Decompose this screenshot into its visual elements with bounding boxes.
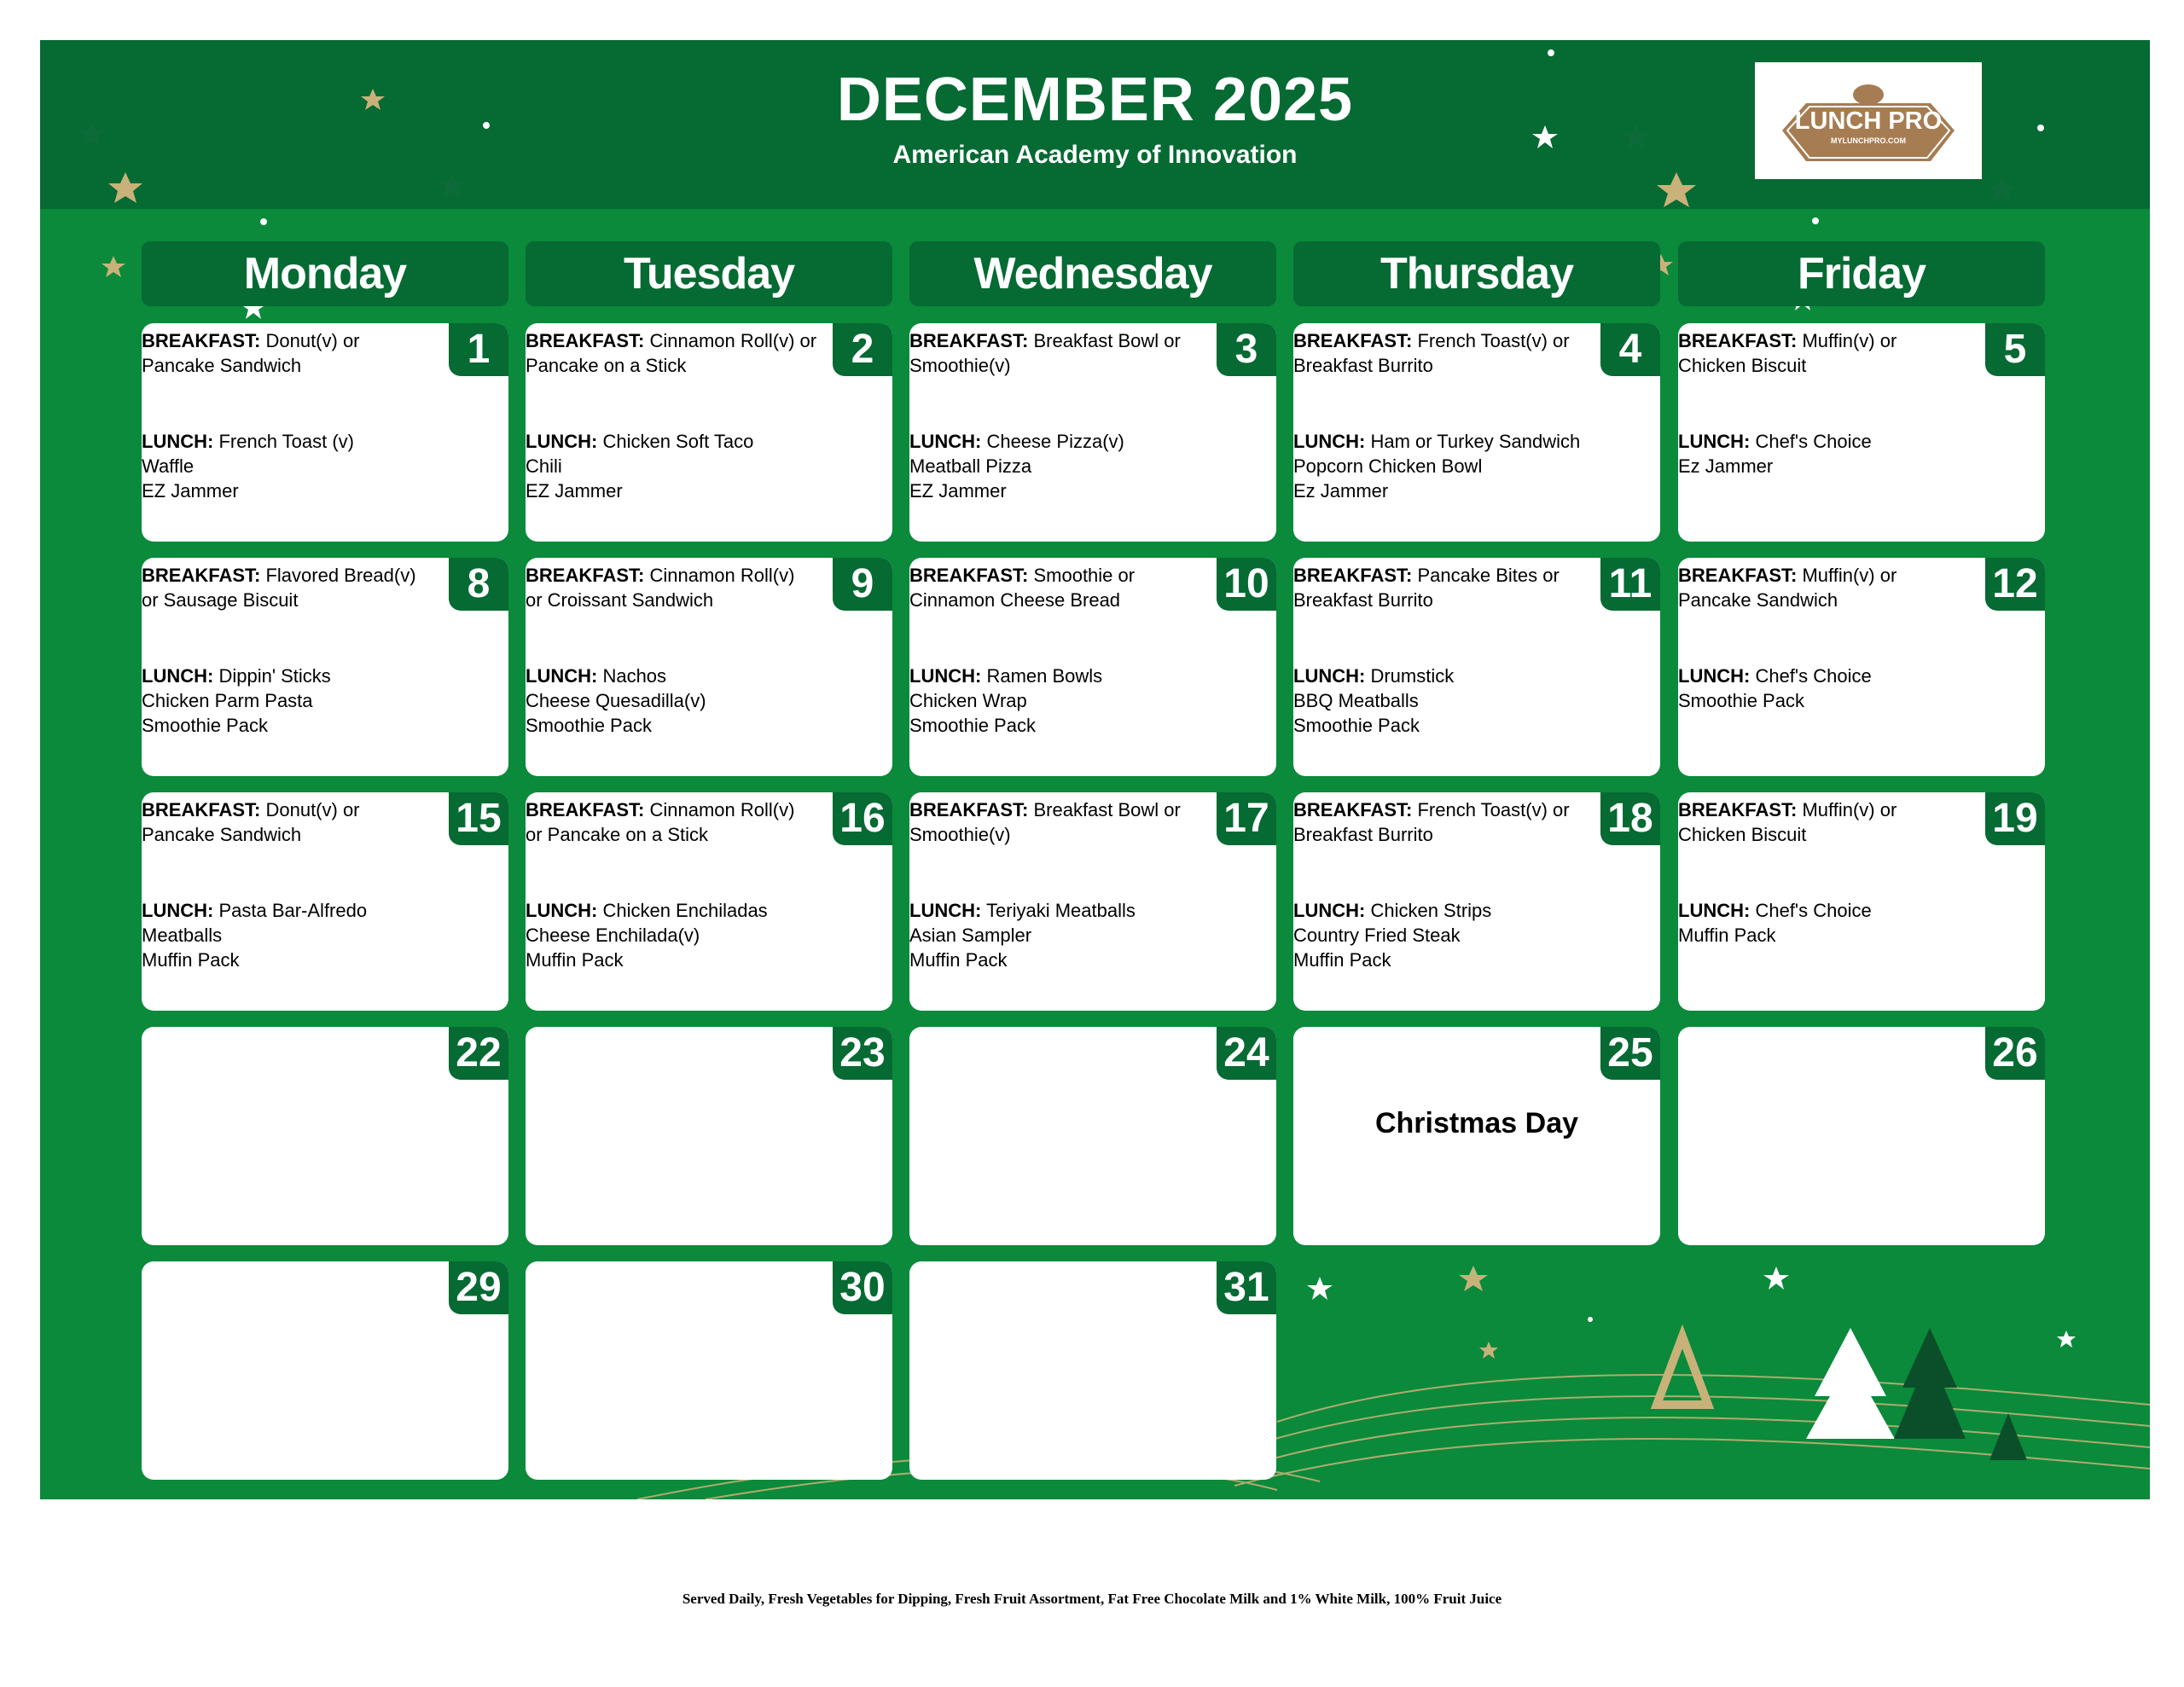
date-number: 8 bbox=[449, 558, 508, 611]
day-cell bbox=[142, 323, 508, 542]
date-number: 3 bbox=[1217, 323, 1276, 376]
day-cell bbox=[526, 1261, 892, 1480]
day-cell bbox=[1678, 1027, 2045, 1245]
day-cell bbox=[142, 792, 508, 1011]
lunch-items: Ramen Bowls Chicken Wrap Smoothie Pack bbox=[909, 665, 1103, 736]
lunch-menu bbox=[142, 664, 444, 738]
lunch-label: LUNCH: bbox=[142, 431, 214, 452]
date-number: 25 bbox=[1600, 1027, 1660, 1080]
breakfast-items: Muffin(v) or Chicken Biscuit bbox=[1678, 330, 1897, 376]
lunch-items: Chicken Strips Country Fried Steak Muffin Pack bbox=[1293, 900, 1492, 971]
date-number: 16 bbox=[833, 792, 892, 845]
breakfast-label: BREAKFAST: bbox=[1678, 565, 1798, 586]
date-number: 9 bbox=[833, 558, 892, 611]
breakfast-label: BREAKFAST: bbox=[909, 799, 1029, 820]
breakfast-items: French Toast(v) or Breakfast Burrito bbox=[1293, 330, 1570, 376]
breakfast-menu bbox=[142, 328, 444, 378]
lunch-menu bbox=[142, 429, 444, 503]
lunch-label: LUNCH: bbox=[526, 665, 598, 687]
breakfast-menu bbox=[1293, 797, 1596, 847]
lunch-items: Chef's Choice Ez Jammer bbox=[1678, 431, 1872, 477]
date-number: 29 bbox=[449, 1261, 508, 1314]
breakfast-label: BREAKFAST: bbox=[526, 330, 645, 351]
day-cell bbox=[1293, 558, 1660, 776]
lunch-items: French Toast (v) Waffle EZ Jammer bbox=[142, 431, 354, 501]
holiday-note: Christmas Day bbox=[1374, 1107, 1579, 1139]
lunch-items: Pasta Bar-Alfredo Meatballs Muffin Pack bbox=[142, 900, 368, 971]
breakfast-menu bbox=[526, 797, 828, 847]
date-number: 17 bbox=[1217, 792, 1276, 845]
breakfast-menu bbox=[526, 563, 828, 612]
lunch-items: Teriyaki Meatballs Asian Sampler Muffin Pack bbox=[909, 900, 1136, 971]
date-number: 15 bbox=[449, 792, 508, 845]
date-number: 19 bbox=[1985, 792, 2045, 845]
breakfast-items: Breakfast Bowl or Smoothie(v) bbox=[909, 330, 1181, 376]
lunch-menu bbox=[1293, 898, 1596, 972]
breakfast-menu bbox=[1293, 328, 1596, 378]
breakfast-items: Muffin(v) or Pancake Sandwich bbox=[1678, 565, 1897, 611]
date-number: 26 bbox=[1985, 1027, 2045, 1080]
breakfast-label: BREAKFAST: bbox=[526, 799, 645, 820]
date-number: 31 bbox=[1217, 1261, 1276, 1314]
breakfast-items: Donut(v) or Pancake Sandwich bbox=[142, 799, 360, 845]
lunch-items: Chicken Soft Taco Chili EZ Jammer bbox=[526, 431, 754, 501]
lunch-label: LUNCH: bbox=[1293, 665, 1366, 687]
breakfast-label: BREAKFAST: bbox=[142, 565, 261, 586]
day-cell bbox=[526, 323, 892, 542]
breakfast-menu bbox=[909, 563, 1212, 612]
lunch-items: Drumstick BBQ Meatballs Smoothie Pack bbox=[1293, 665, 1455, 736]
logo-url: MYLUNCHPRO.COM bbox=[1831, 136, 1906, 145]
day-cell bbox=[909, 1261, 1276, 1480]
breakfast-menu bbox=[1678, 328, 1981, 378]
lunch-label: LUNCH: bbox=[1678, 900, 1751, 921]
day-cell bbox=[526, 1027, 892, 1245]
lunch-menu bbox=[1678, 429, 1981, 478]
breakfast-label: BREAKFAST: bbox=[526, 565, 645, 586]
breakfast-label: BREAKFAST: bbox=[142, 330, 261, 351]
breakfast-label: BREAKFAST: bbox=[142, 799, 261, 820]
breakfast-menu bbox=[1678, 797, 1981, 847]
breakfast-items: Cinnamon Roll(v) or Croissant Sandwich bbox=[526, 565, 795, 611]
breakfast-items: French Toast(v) or Breakfast Burrito bbox=[1293, 799, 1570, 845]
day-cell bbox=[1678, 558, 2045, 776]
day-header-friday: Friday bbox=[1678, 241, 2045, 306]
breakfast-menu bbox=[526, 328, 828, 378]
day-header-tuesday: Tuesday bbox=[526, 241, 892, 306]
breakfast-label: BREAKFAST: bbox=[1678, 799, 1798, 820]
breakfast-label: BREAKFAST: bbox=[1293, 799, 1413, 820]
day-header-wednesday: Wednesday bbox=[909, 241, 1276, 306]
date-number: 4 bbox=[1600, 323, 1660, 376]
lunch-menu bbox=[1293, 429, 1596, 503]
day-cell bbox=[142, 1027, 508, 1245]
dark-star-icons bbox=[77, 121, 2017, 202]
lunch-menu bbox=[1678, 664, 1981, 713]
date-number: 22 bbox=[449, 1027, 508, 1080]
breakfast-label: BREAKFAST: bbox=[1293, 330, 1413, 351]
breakfast-items: Flavored Bread(v) or Sausage Biscuit bbox=[142, 565, 416, 611]
day-cell bbox=[1678, 323, 2045, 542]
breakfast-label: BREAKFAST: bbox=[1293, 565, 1413, 586]
calendar-board bbox=[40, 40, 2150, 1499]
day-cell bbox=[909, 558, 1276, 776]
lunch-label: LUNCH: bbox=[1678, 665, 1751, 687]
lunch-label: LUNCH: bbox=[909, 900, 982, 921]
breakfast-menu bbox=[142, 797, 444, 847]
date-number: 1 bbox=[449, 323, 508, 376]
lunch-items: Cheese Pizza(v) Meatball Pizza EZ Jammer bbox=[909, 431, 1124, 501]
lunch-menu bbox=[1293, 664, 1596, 738]
day-cell bbox=[1293, 792, 1660, 1011]
day-header-monday: Monday bbox=[142, 241, 508, 306]
lunch-menu bbox=[526, 898, 828, 972]
date-number: 12 bbox=[1985, 558, 2045, 611]
footer-note: Served Daily, Fresh Vegetables for Dipping, Fresh Fruit Assortment, Fat Free Chocolate Milk and 1% White Milk, 100% Fruit Juice bbox=[682, 1591, 1502, 1607]
day-cell bbox=[1293, 1027, 1660, 1245]
date-number: 30 bbox=[833, 1261, 892, 1314]
breakfast-label: BREAKFAST: bbox=[909, 330, 1029, 351]
date-number: 2 bbox=[833, 323, 892, 376]
lunch-menu bbox=[909, 664, 1212, 738]
date-number: 5 bbox=[1985, 323, 2045, 376]
lunch-items: Chicken Enchiladas Cheese Enchilada(v) Muffin Pack bbox=[526, 900, 768, 971]
lunch-items: Dippin' Sticks Chicken Parm Pasta Smoothie Pack bbox=[142, 665, 331, 736]
breakfast-menu bbox=[142, 563, 444, 612]
logo-name: LUNCH PRO bbox=[1794, 107, 1943, 135]
breakfast-items: Muffin(v) or Chicken Biscuit bbox=[1678, 799, 1897, 845]
day-cell bbox=[142, 1261, 508, 1480]
breakfast-items: Cinnamon Roll(v) or Pancake on a Stick bbox=[526, 799, 795, 845]
christmas-tree-icons bbox=[1657, 1328, 2027, 1460]
day-cell bbox=[909, 792, 1276, 1011]
lunch-menu bbox=[142, 898, 444, 972]
breakfast-items: Cinnamon Roll(v) or Pancake on a Stick bbox=[526, 330, 817, 376]
date-number: 23 bbox=[833, 1027, 892, 1080]
breakfast-items: Donut(v) or Pancake Sandwich bbox=[142, 330, 360, 376]
lunch-menu bbox=[909, 429, 1212, 503]
lunch-menu bbox=[526, 429, 828, 503]
breakfast-items: Pancake Bites or Breakfast Burrito bbox=[1293, 565, 1560, 611]
lunch-label: LUNCH: bbox=[1678, 431, 1751, 452]
lunch-menu bbox=[909, 898, 1212, 972]
lunch-label: LUNCH: bbox=[526, 431, 598, 452]
lunch-label: LUNCH: bbox=[909, 665, 982, 687]
breakfast-items: Breakfast Bowl or Smoothie(v) bbox=[909, 799, 1181, 845]
day-cell bbox=[526, 558, 892, 776]
date-number: 10 bbox=[1217, 558, 1276, 611]
day-header-thursday: Thursday bbox=[1293, 241, 1660, 306]
lunch-items: Chef's Choice Smoothie Pack bbox=[1678, 665, 1872, 711]
date-number: 18 bbox=[1600, 792, 1660, 845]
day-cell bbox=[142, 558, 508, 776]
lunch-menu bbox=[526, 664, 828, 738]
lunch-label: LUNCH: bbox=[909, 431, 982, 452]
lunch-label: LUNCH: bbox=[1293, 431, 1366, 452]
date-number: 24 bbox=[1217, 1027, 1276, 1080]
breakfast-label: BREAKFAST: bbox=[1678, 330, 1798, 351]
lunch-label: LUNCH: bbox=[142, 665, 214, 687]
breakfast-menu bbox=[1293, 563, 1596, 612]
lunch-label: LUNCH: bbox=[1293, 900, 1366, 921]
day-cell bbox=[909, 1027, 1276, 1245]
page-title: DECEMBER 2025 bbox=[836, 66, 1354, 134]
day-cell bbox=[526, 792, 892, 1011]
day-cell bbox=[1678, 792, 2045, 1011]
lunch-items: Nachos Cheese Quesadilla(v) Smoothie Pack bbox=[526, 665, 706, 736]
breakfast-label: BREAKFAST: bbox=[909, 565, 1029, 586]
lunch-items: Ham or Turkey Sandwich Popcorn Chicken Bowl Ez Jammer bbox=[1293, 431, 1581, 501]
school-name: American Academy of Innovation bbox=[892, 141, 1298, 169]
breakfast-menu bbox=[909, 797, 1212, 847]
day-cell bbox=[909, 323, 1276, 542]
breakfast-menu bbox=[909, 328, 1212, 378]
lunch-label: LUNCH: bbox=[526, 900, 598, 921]
date-number: 11 bbox=[1600, 558, 1660, 611]
breakfast-items: Smoothie or Cinnamon Cheese Bread bbox=[909, 565, 1136, 611]
lunch-label: LUNCH: bbox=[142, 900, 214, 921]
breakfast-menu bbox=[1678, 563, 1981, 612]
lunch-items: Chef's Choice Muffin Pack bbox=[1678, 900, 1872, 946]
day-cell bbox=[1293, 323, 1660, 542]
lunch-menu bbox=[1678, 898, 1981, 948]
